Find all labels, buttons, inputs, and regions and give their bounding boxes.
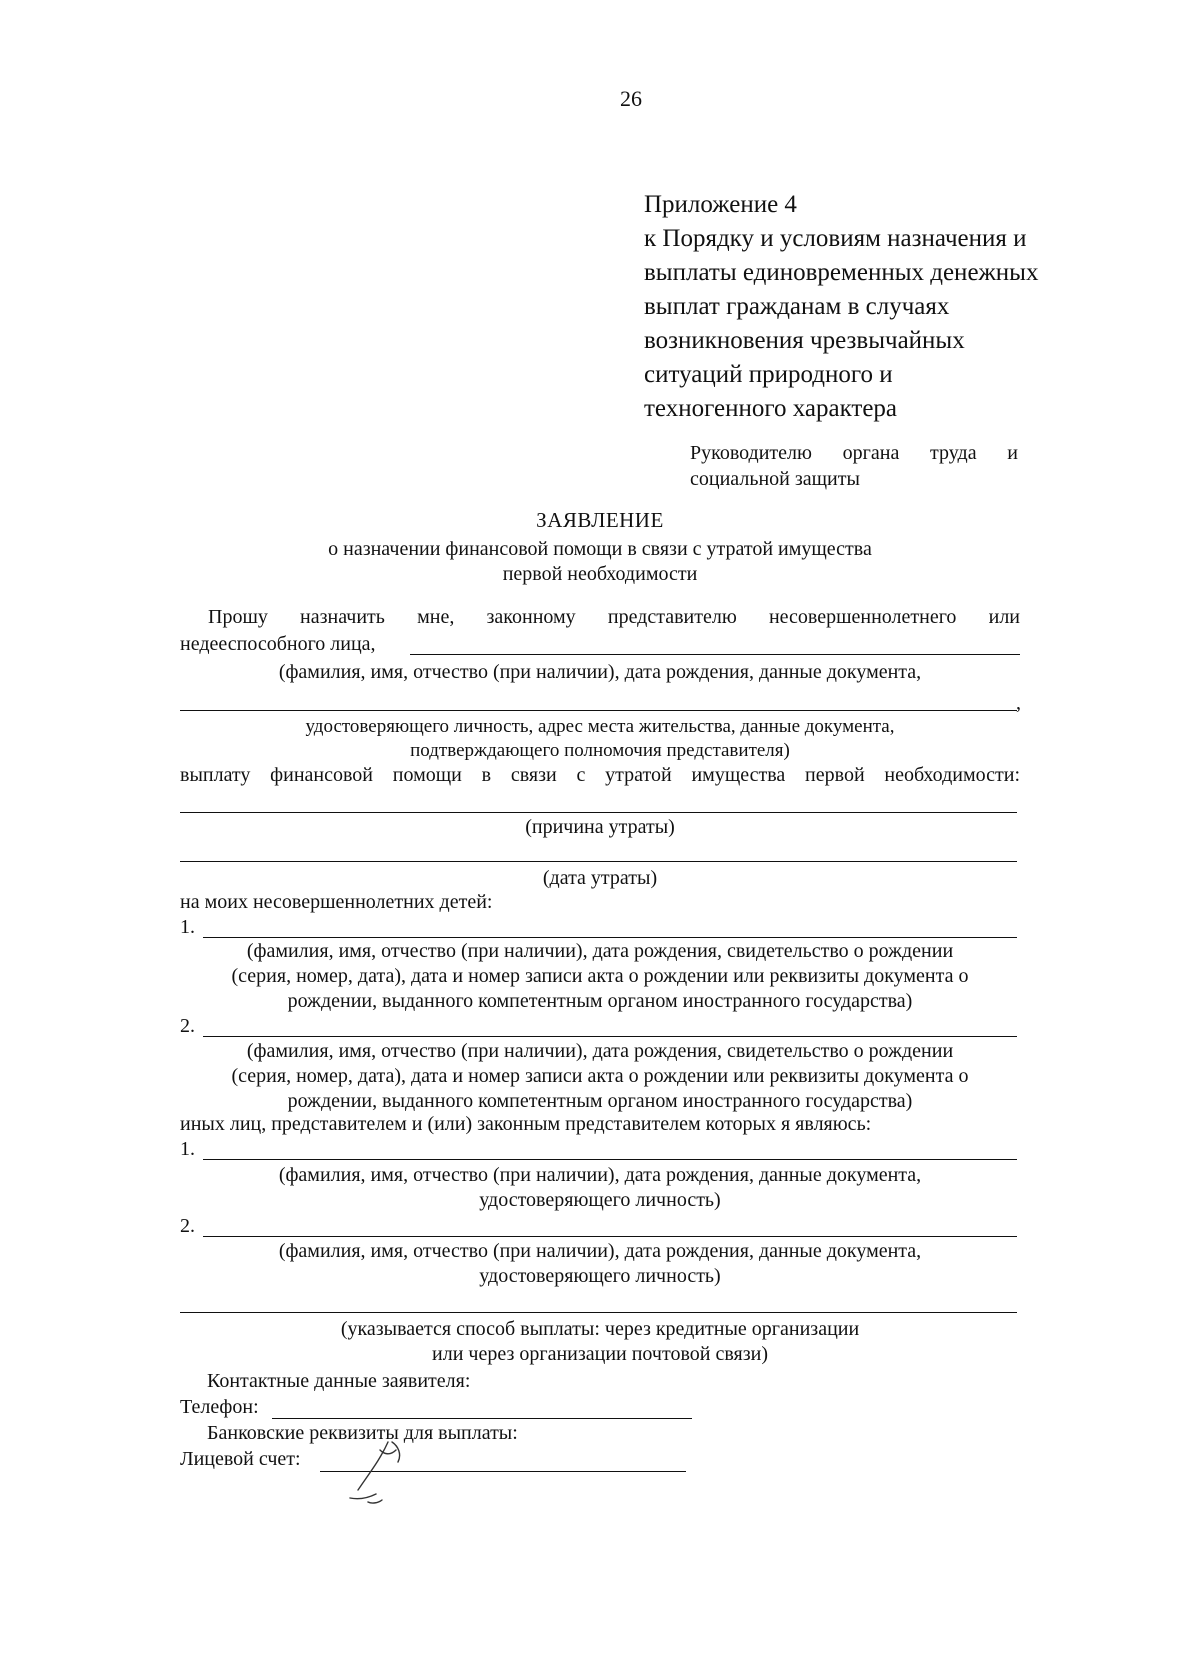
payment-line: выплату финансовой помощи в связи с утратой имущества первой необходимости: <box>180 764 1020 786</box>
applicant-hint2: удостоверяющего личность, адрес места жительства, данные документа, <box>305 716 895 737</box>
person-2-field-line[interactable] <box>203 1236 1017 1237</box>
child-1-hint3: рождении, выданного компетентным органом иностранного государства) <box>287 990 913 1012</box>
person-2-hint2: удостоверяющего личность) <box>479 1265 721 1287</box>
document-subtitle-line1: о назначении финансовой помощи в связи с утратой имущества <box>328 538 872 560</box>
page-number: 26 <box>620 86 642 111</box>
comma: , <box>1016 692 1021 714</box>
loss-date-hint: (дата утраты) <box>542 867 658 889</box>
document-title: ЗАЯВЛЕНИЕ <box>536 508 664 532</box>
applicant-field-line[interactable] <box>410 654 1020 655</box>
child-1-hint2: (серия, номер, дата), дата и номер записи акта о рождении или реквизиты документа о <box>231 965 969 987</box>
child-2-field-line[interactable] <box>203 1036 1017 1037</box>
payment-line-wrap <box>180 764 1020 787</box>
appendix-line: выплаты единовременных денежных <box>644 259 1039 286</box>
child-1-hint1: (фамилия, имя, отчество (при наличии), дата рождения, свидетельство о рождении <box>246 940 954 962</box>
request-line1: Прошу назначить мне, законному представителю несовершеннолетнего или <box>208 606 1020 628</box>
request-line2: недееспособного лица, <box>180 633 376 655</box>
addressee-line1: Руководителю органа труда и <box>690 442 1018 464</box>
person-1-number: 1. <box>180 1138 195 1160</box>
applicant-hint1: (фамилия, имя, отчество (при наличии), дата рождения, данные документа, <box>278 661 922 683</box>
person-1-hint1: (фамилия, имя, отчество (при наличии), дата рождения, данные документа, <box>278 1164 922 1186</box>
account-label: Лицевой счет: <box>180 1448 301 1470</box>
appendix-line: выплат гражданам в случаях <box>644 293 950 320</box>
phone-label: Телефон: <box>180 1396 259 1418</box>
request-line1-wrap <box>180 606 1020 629</box>
child-1-field-line[interactable] <box>203 937 1017 938</box>
loss-date-field-line[interactable] <box>180 861 1017 862</box>
appendix-line: техногенного характера <box>644 395 898 422</box>
applicant-field-line2[interactable] <box>180 710 1017 711</box>
loss-reason-hint: (причина утраты) <box>525 816 675 838</box>
bank-label: Банковские реквизиты для выплаты: <box>207 1422 518 1444</box>
person-2-number: 2. <box>180 1215 195 1237</box>
appendix-line: Приложение 4 <box>644 191 797 218</box>
phone-field-line[interactable] <box>272 1418 692 1419</box>
person-1-hint2: удостоверяющего личность) <box>479 1189 721 1211</box>
applicant-hint3: подтверждающего полномочия представителя) <box>410 740 790 761</box>
contacts-label: Контактные данные заявителя: <box>207 1370 471 1392</box>
addressee-block <box>690 440 1018 492</box>
loss-reason-field-line[interactable] <box>180 812 1017 813</box>
appendix-block <box>644 188 1038 426</box>
payment-method-hint2: или через организации почтовой связи) <box>432 1343 768 1365</box>
document-subtitle-line2: первой необходимости <box>502 563 698 585</box>
children-intro: на моих несовершеннолетних детей: <box>180 891 493 913</box>
payment-method-field-line[interactable] <box>180 1312 1017 1313</box>
signature-mark <box>340 1420 420 1510</box>
person-1-field-line[interactable] <box>203 1159 1017 1160</box>
payment-method-hint1: (указывается способ выплаты: через кредитные организации <box>340 1318 860 1340</box>
child-2-hint2: (серия, номер, дата), дата и номер записи акта о рождении или реквизиты документа о <box>231 1065 969 1087</box>
appendix-line: к Порядку и условиям назначения и <box>644 225 1027 252</box>
appendix-line: ситуаций природного и <box>644 361 893 388</box>
others-intro: иных лиц, представителем и (или) законным представителем которых я являюсь: <box>180 1113 872 1135</box>
person-2-hint1: (фамилия, имя, отчество (при наличии), дата рождения, данные документа, <box>278 1240 922 1262</box>
appendix-line: возникновения чрезвычайных <box>644 327 965 354</box>
addressee-line2: социальной защиты <box>690 468 860 490</box>
child-2-hint1: (фамилия, имя, отчество (при наличии), дата рождения, свидетельство о рождении <box>246 1040 954 1062</box>
child-1-number: 1. <box>180 916 195 938</box>
child-2-hint3: рождении, выданного компетентным органом иностранного государства) <box>287 1090 913 1112</box>
child-2-number: 2. <box>180 1015 195 1037</box>
